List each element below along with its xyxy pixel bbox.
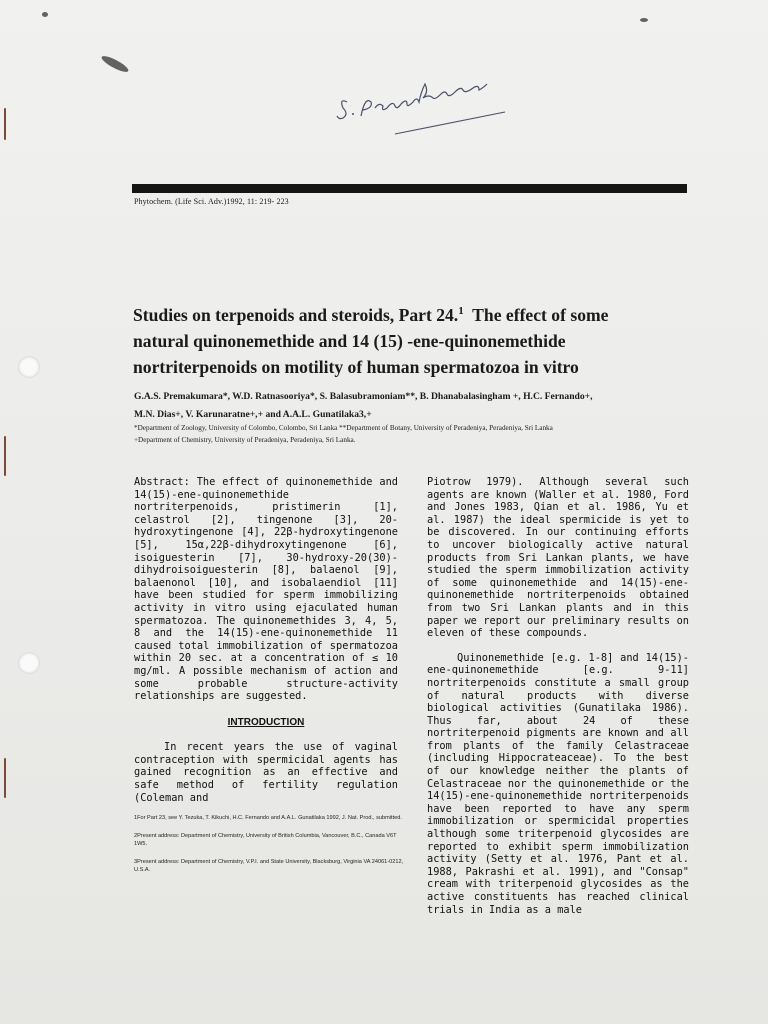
article-title [133, 298, 678, 380]
affiliation-line-1: *Department of Zoology, University of Colombo, Colombo, Sri Lanka **Department of Botany, University of Peradeniya, Peradeniya, Sri Lanka [134, 424, 553, 432]
author-list [134, 388, 679, 424]
edge-mark [4, 436, 6, 476]
body-paragraph: Piotrow 1979). Although several such agents are known (Waller et al. 1980, Ford and Jones 1983, Qian et al. 1986, Yu et al. 1987) the ideal spermicide is yet to be discovered. In our continuing efforts to uncover biologically active natural products from Sri Lankan plants, we have studied the sperm immobilization activity of some quinonemethide and 14(15)-ene-quinonemethide nortriterpenoids obtained from two Sri Lankan plants and in this paper we report our preliminary results on eleven of these compounds. [427, 476, 689, 640]
right-column [427, 476, 689, 916]
authors-line-2: M.N. Dias+, V. Karunaratne+,+ and A.A.L. Gunatilaka3,+ [134, 409, 372, 420]
punch-hole [18, 652, 40, 674]
ink-smudge [42, 12, 48, 17]
header-rule [132, 184, 687, 193]
footnote-3: 3Present address: Department of Chemistry, V.P.I. and State University, Blacksburg, Virginia VA 24061-0212, U.S.A. [134, 859, 404, 873]
edge-mark [4, 108, 6, 140]
edge-mark [4, 758, 6, 798]
section-heading-introduction: INTRODUCTION [227, 716, 305, 728]
footnote-2: 2Present address: Department of Chemistry, University of British Columbia, Vancouver, B.C., Canada V6T 1W5. [134, 833, 397, 847]
title-line-1: Studies on terpenoids and steroids, Part 24.$^1$ The effect of some [133, 304, 609, 325]
journal-citation: Phytochem. (Life Sci. Adv.)1992, 11: 219- 223 [134, 197, 289, 206]
introduction-paragraph: In recent years the use of vaginal contraception with spermicidal agents has gained recognition as an effective and safe method of fertility regulation (Coleman and [134, 741, 398, 804]
abstract-text: Abstract: The effect of quinonemethide and 14(15)-ene-quinonemethide nortriterpenoids, pristimerin [1], celastrol [2], tingenone [3], 20-hydroxytingenone [4], 22β-hydroxytingenone [5], 15α,22β-dihydroxytingenone [6], isoiguesterin [7], 30-hydroxy-20(30)-dihydroisoiguesterin [8], balaenol [9], balaenonol [10], and isobalaendiol [11] have been studied for sperm immobilizing activity in vitro using ejaculated human spermatozoa. The quinonemethides 3, 4, 5, 8 and the 14(15)-ene-quinonemethide 11 caused total immobilization of spermatozoa within 20 sec. at a concentration of ≤ 10 mg/ml. A possible mechanism of action and some probable structure-activity relationships are suggested. [134, 476, 398, 703]
affiliation-line-2: +Department of Chemistry, University of Peradeniya, Peradeniya, Sri Lanka. [134, 436, 356, 444]
ink-smudge [640, 18, 648, 22]
title-line-2: natural quinonemethide and 14 (15) -ene-quinonemethide [133, 330, 566, 351]
footnotes [134, 814, 404, 884]
left-column [134, 476, 398, 804]
ink-smudge [100, 53, 130, 74]
handwritten-signature [335, 68, 515, 138]
body-paragraph: Quinonemethide [e.g. 1-8] and 14(15)-ene-quinonemethide [e.g. 9-11] nortriterpenoids constitute a small group of natural products with diverse biological activities (Gunatilaka 1986). Thus far, about 24 of these nortriterpenoid pigments are known and all from plants of the family Celastraceae (including Hippocrateaceae). To the best of our knowledge neither the plants of Celastraceae nor the quinonemethide or the 14(15)-ene-quinonemethide nortriterpenoids have been reported to have any sperm immobilization or spermicidal properties although some triterpenoid glycosides are reported to exhibit sperm immobilization activity (Setty et al. 1976, Pant et al. 1988, Pakrashi et al. 1991), and "Consap" cream with triterpenoid glycosides as the active constituents has reached clinical trials in India as a male [427, 651, 689, 916]
authors-line-1: G.A.S. Premakumara*, W.D. Ratnasooriya*, S. Balasubramoniam**, B. Dhanabalasingham +, H.C. Fernando+, [134, 391, 593, 402]
footnote-1: 1For Part 23, see Y. Tezuka, T. Kikuchi, H.C. Fernando and A.A.L. Gunatilaka 1992, J. Nat. Prod., submitted. [134, 815, 402, 821]
punch-hole [18, 356, 40, 378]
title-line-3: nortriterpenoids on motility of human spermatozoa in vitro [133, 356, 579, 377]
